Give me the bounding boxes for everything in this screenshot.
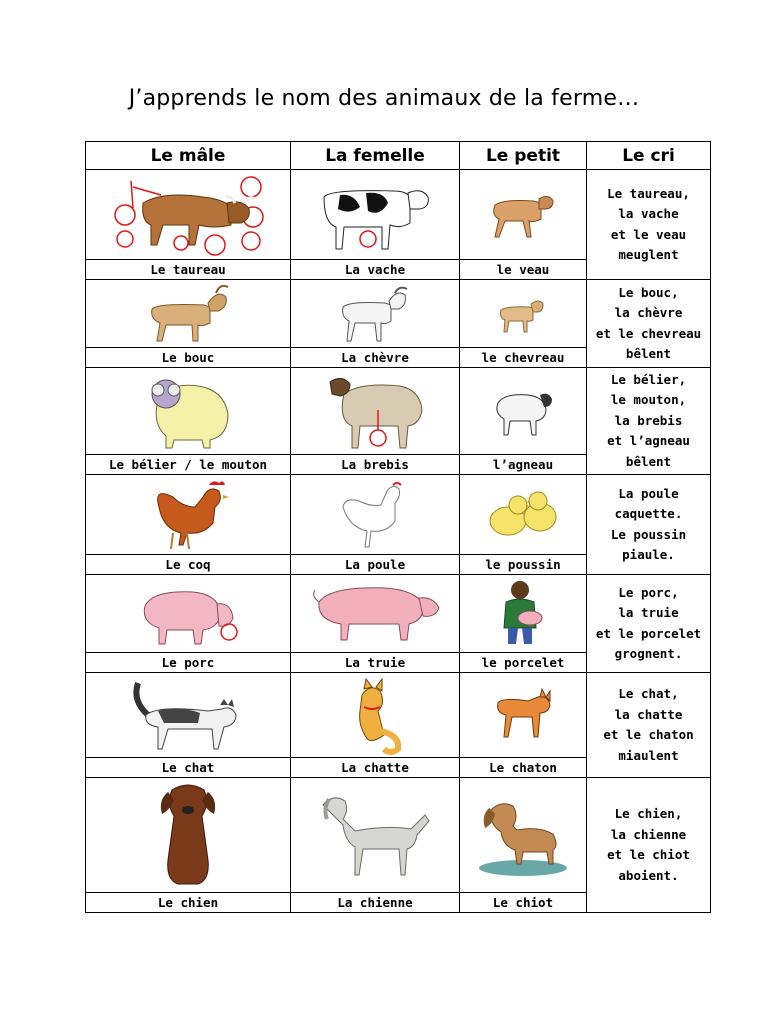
dog-cell <box>86 778 291 893</box>
female-cat-icon <box>340 675 410 755</box>
puppy-icon <box>473 790 573 880</box>
table-row <box>86 778 711 893</box>
label-male: Le bouc <box>86 348 291 368</box>
tomcat-icon <box>128 675 248 755</box>
cry-goats: Le bouc, la chèvre et le chevreau bêlent <box>587 280 711 368</box>
cry-cattle: Le taureau, la vache et le veau meuglent <box>587 170 711 280</box>
header-female: La femelle <box>291 142 460 170</box>
hen-icon <box>335 477 415 553</box>
kid-goat-icon <box>493 292 553 336</box>
puppy-cell <box>460 778 587 893</box>
table-row <box>86 280 711 348</box>
cow-cell <box>291 170 460 260</box>
goat-cell <box>291 280 460 348</box>
header-male: Le mâle <box>86 142 291 170</box>
label-male: Le bélier / le mouton <box>86 455 291 475</box>
ewe-cell <box>291 368 460 455</box>
label-female: La chèvre <box>291 348 460 368</box>
cry-cats: Le chat, la chatte et le chaton miaulent <box>587 673 711 778</box>
label-male: Le chien <box>86 893 291 913</box>
female-dog-icon <box>315 785 435 885</box>
label-young: le chevreau <box>460 348 587 368</box>
tomcat-cell <box>86 673 291 758</box>
header-cry: Le cri <box>587 142 711 170</box>
female-cat-cell <box>291 673 460 758</box>
label-female: La chienne <box>291 893 460 913</box>
lamb-cell <box>460 368 587 455</box>
page-title: J’apprends le nom des animaux de la ferme… <box>128 86 640 111</box>
boar-icon <box>133 578 243 650</box>
label-female: La chatte <box>291 758 460 778</box>
sow-cell <box>291 575 460 653</box>
header-young: Le petit <box>460 142 587 170</box>
kid-goat-cell <box>460 280 587 348</box>
rooster-cell <box>86 475 291 555</box>
label-female: La truie <box>291 653 460 673</box>
bull-icon <box>103 173 273 257</box>
dog-icon <box>148 780 228 890</box>
billy-goat-icon <box>138 283 238 345</box>
ewe-icon <box>320 370 430 452</box>
label-young: Le chiot <box>460 893 587 913</box>
goat-icon <box>335 283 415 345</box>
hen-cell <box>291 475 460 555</box>
farmer-piglet-icon <box>488 578 558 650</box>
animals-table <box>85 141 711 913</box>
table-row <box>86 475 711 555</box>
calf-icon <box>483 185 563 245</box>
label-male: Le coq <box>86 555 291 575</box>
bull-cell <box>86 170 291 260</box>
chick-icon <box>478 485 568 545</box>
kitten-cell <box>460 673 587 758</box>
label-young: Le chaton <box>460 758 587 778</box>
sow-icon <box>305 578 445 650</box>
label-young: l’agneau <box>460 455 587 475</box>
label-male: Le chat <box>86 758 291 778</box>
label-male: Le taureau <box>86 260 291 280</box>
female-dog-cell <box>291 778 460 893</box>
table-row <box>86 575 711 653</box>
label-female: La vache <box>291 260 460 280</box>
label-young: le poussin <box>460 555 587 575</box>
piglet-cell <box>460 575 587 653</box>
ram-icon <box>138 370 238 452</box>
boar-cell <box>86 575 291 653</box>
kitten-icon <box>488 683 558 747</box>
lamb-icon <box>488 381 558 441</box>
header-row <box>86 142 711 170</box>
chick-cell <box>460 475 587 555</box>
label-female: La brebis <box>291 455 460 475</box>
calf-cell <box>460 170 587 260</box>
table-row <box>86 368 711 455</box>
billy-goat-cell <box>86 280 291 348</box>
label-female: La poule <box>291 555 460 575</box>
table-row <box>86 673 711 758</box>
cry-chickens: La poule caquette. Le poussin piaule. <box>587 475 711 575</box>
label-young: le porcelet <box>460 653 587 673</box>
rooster-icon <box>143 477 233 553</box>
cry-sheep: Le bélier, le mouton, la brebis et l’agneau bêlent <box>587 368 711 475</box>
label-male: Le porc <box>86 653 291 673</box>
label-young: le veau <box>460 260 587 280</box>
cry-dogs: Le chien, la chienne et le chiot aboient. <box>587 778 711 913</box>
cow-icon <box>310 173 440 257</box>
table-row <box>86 170 711 260</box>
ram-cell <box>86 368 291 455</box>
cry-pigs: Le porc, la truie et le porcelet grognent. <box>587 575 711 673</box>
